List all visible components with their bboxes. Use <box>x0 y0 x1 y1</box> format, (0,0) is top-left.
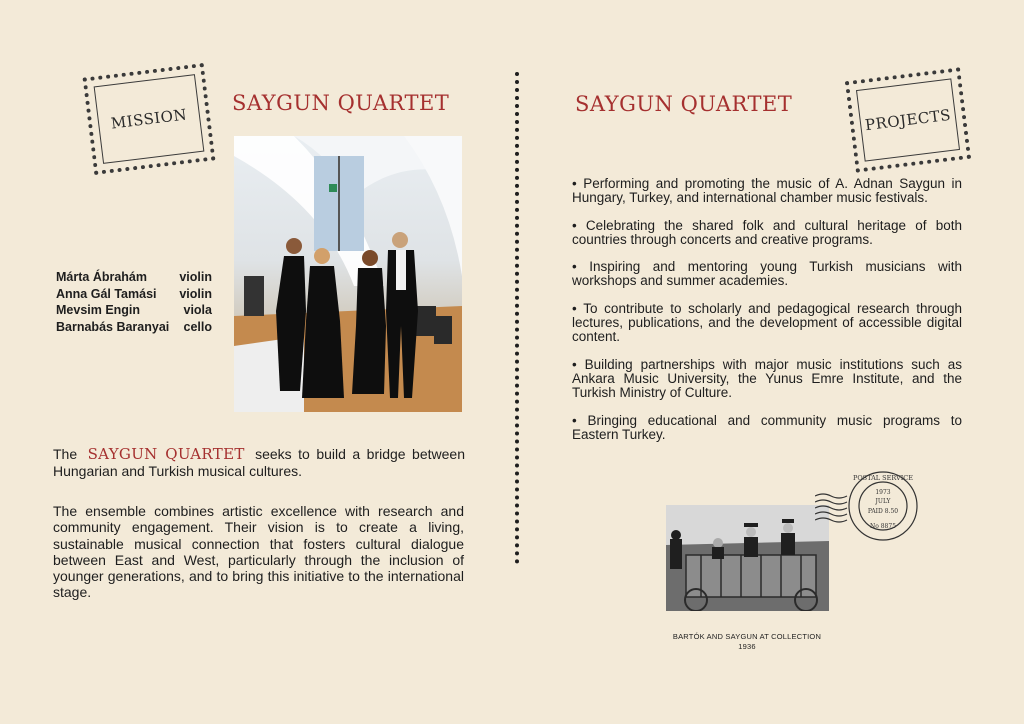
intro-after: seeks to build a bridge between Hungarian and Turkish musical cultures. <box>53 446 465 479</box>
postmark-number: No 8875 <box>869 523 897 530</box>
project-item: • Celebrating the shared folk and cultural heritage of both countries through concerts and creative programs. <box>572 217 962 247</box>
caption-line-1: BARTÓK AND SAYGUN AT COLLECTION <box>672 632 822 641</box>
member-instrument: cello <box>183 319 212 334</box>
quartet-title-left: SAYGUN QUARTET <box>232 91 450 115</box>
project-item: • Performing and promoting the music of A. Adnan Saygun in Hungary, Turkey, and international chamber music festivals. <box>572 176 962 206</box>
member-instrument: violin <box>179 286 212 301</box>
project-item: • Bringing educational and community music programs to Eastern Turkey. <box>572 412 962 442</box>
member-instrument: viola <box>183 303 212 317</box>
caption-line-2: 1936 <box>738 642 756 651</box>
center-dotted-divider <box>515 72 519 564</box>
mission-stamp-label: MISSION <box>94 74 205 164</box>
members-list <box>56 269 212 335</box>
member-instrument: violin <box>179 270 212 284</box>
mission-stamp <box>82 63 215 175</box>
archive-photo-caption <box>650 632 844 652</box>
archive-photo <box>666 505 829 611</box>
member-name: Barnabás Baranyai <box>56 319 170 334</box>
postmark-graphic <box>815 466 919 546</box>
member-row <box>56 269 212 286</box>
archive-photo-illustration <box>666 505 829 611</box>
project-item: • Building partnerships with major music institutions such as Ankara Music University, the Yunus Emre Institute, and the Turkish Ministry of Culture. <box>572 356 962 401</box>
member-row <box>56 286 212 303</box>
member-name: Anna Gál Tamási <box>56 286 157 301</box>
postmark-paid: PAID 8.50 <box>867 508 899 515</box>
mission-vision-paragraph: The ensemble combines artistic excellence with research and community engagement. Their vision is to create a living, sustainable musical connection that fosters cultural dialogue between East and West, particularly through the inclusion of younger generations, and to bring this initiative to the international stage. <box>53 503 464 601</box>
project-item: • To contribute to scholarly and pedagogical research through lectures, publications, and the development of accessible digital content. <box>572 300 962 345</box>
quartet-photo-illustration <box>234 136 462 412</box>
project-item: • Inspiring and mentoring young Turkish musicians with workshops and summer academies. <box>572 259 962 289</box>
quartet-title-right: SAYGUN QUARTET <box>575 92 793 116</box>
postmark-date: JULY <box>875 498 891 505</box>
member-name: Márta Ábrahám <box>56 270 147 284</box>
quartet-photo <box>234 136 462 412</box>
member-row <box>56 302 212 319</box>
member-name: Mevsim Engin <box>56 303 141 317</box>
postmark-year: 1973 <box>875 489 891 496</box>
projects-list <box>572 177 962 455</box>
intro-before: The <box>53 446 78 462</box>
member-row <box>56 319 212 336</box>
intro-quartet-name: SAYGUN QUARTET <box>87 445 245 463</box>
projects-stamp <box>845 67 971 172</box>
postmark-title: POSTAL SERVICE <box>852 474 914 482</box>
mission-intro <box>53 446 465 480</box>
postmark <box>815 466 919 546</box>
projects-stamp-label: PROJECTS <box>856 78 960 161</box>
